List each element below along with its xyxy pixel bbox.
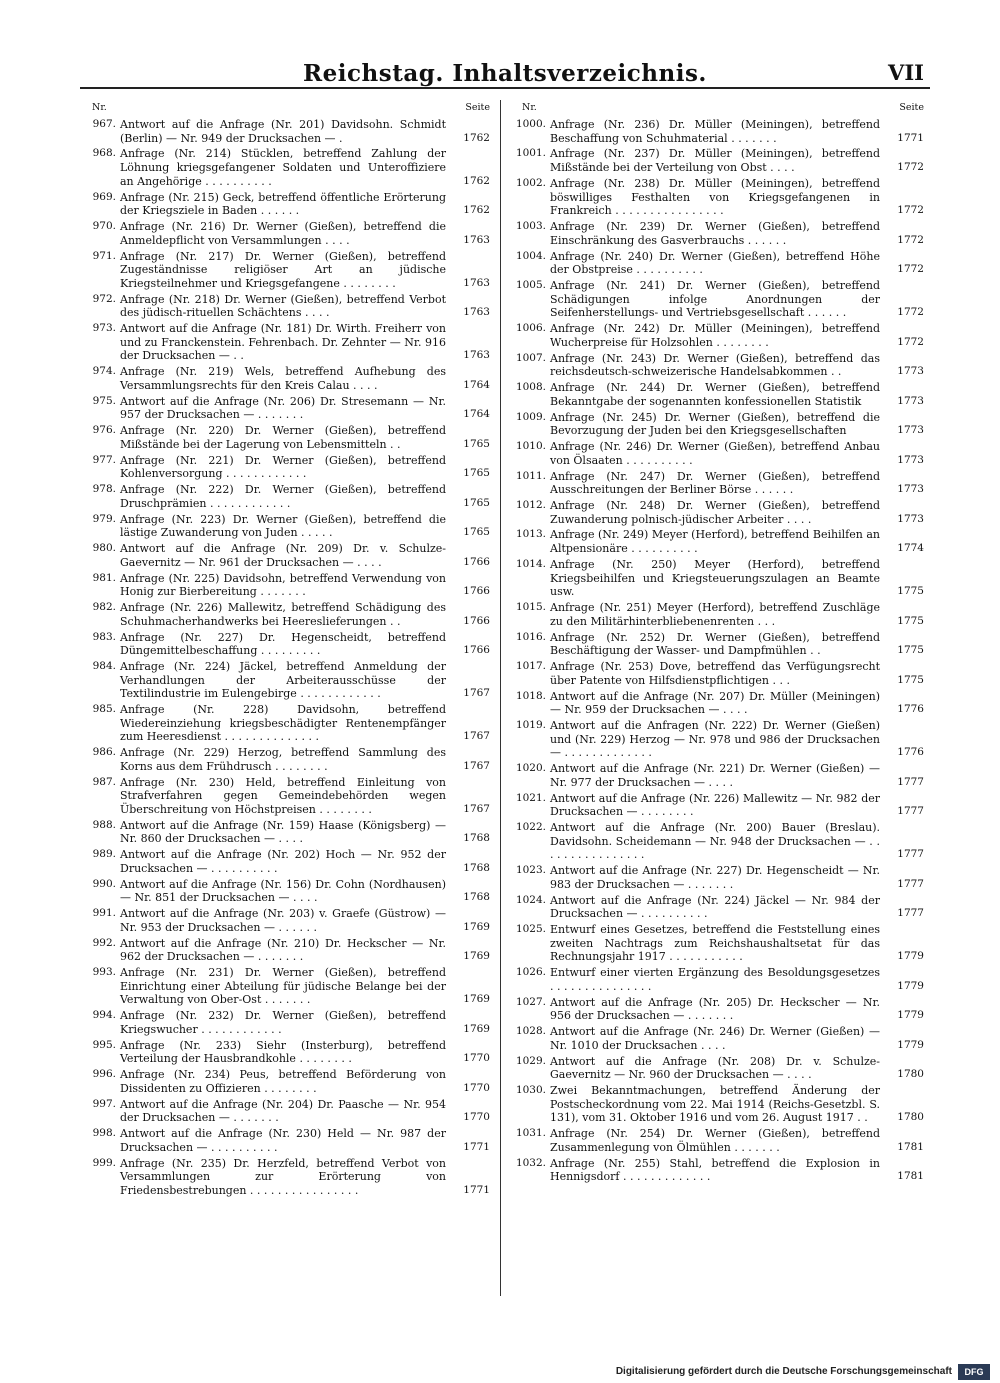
index-entry [512,352,924,379]
entry-page: 1766 [463,644,490,657]
page-title: Reichstag. Inhaltsverzeichnis. [303,60,707,87]
index-entry [512,1157,924,1184]
entry-text: Anfrage (Nr. 224) Jäckel, betreffend Anmeldung der Verhandlungen der Arbeiterausschüsse der Textilindustrie im Eulengebirge . . . . . . . . . . . . [120,660,446,701]
entry-number: 969. [92,190,116,203]
entry-page: 1766 [463,614,490,627]
entry-page: 1774 [897,542,924,555]
entry-page: 1773 [897,483,924,496]
index-entry [82,907,490,934]
entry-page: 1771 [463,1183,490,1196]
right-column [512,100,924,1186]
entry-page: 1772 [897,263,924,276]
entry-page: 1770 [463,1081,490,1094]
entry-page: 1773 [897,453,924,466]
entry-number: 1015. [515,601,546,614]
index-entry [512,118,924,145]
right-entries [512,118,924,1184]
index-entry [512,470,924,497]
index-entry [512,381,924,408]
index-entry [512,220,924,247]
index-entry [82,191,490,218]
entry-text: Anfrage (Nr. 234) Peus, betreffend Beförderung von Dissidenten zu Offizieren . . . . . . . . [120,1068,446,1095]
index-entry [82,424,490,451]
entry-number: 999. [92,1156,116,1169]
entry-number: 1024. [515,893,546,906]
entry-text: Anfrage (Nr. 232) Dr. Werner (Gießen), betreffend Kriegswucher . . . . . . . . . . . . [120,1009,446,1036]
entry-page: 1769 [463,920,490,933]
entry-text: Zwei Bekanntmachungen, betreffend Änderung der Postscheckordnung vom 22. Mai 1914 (Reichs-Gesetzbl. S. 131), vom 31. Oktober 1916 und vom 26. August 1917 . . [550,1084,880,1125]
index-entry [512,631,924,658]
entry-number: 1025. [515,923,546,936]
entry-page: 1763 [463,233,490,246]
entry-number: 1006. [515,322,546,335]
entry-text: Anfrage (Nr. 230) Held, betreffend Einleitung von Strafverfahren gegen Gemeindebehörden wegen Überschreitung von Höchstpreisen . . . . . . . . [120,775,446,816]
index-entry [82,819,490,846]
entry-text: Antwort auf die Anfrage (Nr. 221) Dr. Werner (Gießen) — Nr. 977 der Drucksachen — . . . . [550,762,880,789]
index-entry [512,558,924,599]
entry-page: 1775 [897,673,924,686]
entry-text: Entwurf einer vierten Ergänzung des Besoldungsgesetzes . . . . . . . . . . . . . . . [550,966,880,993]
index-entry [82,220,490,247]
left-column [82,100,490,1200]
entry-page: 1779 [897,979,924,992]
entry-page: 1768 [463,861,490,874]
entry-number: 988. [92,818,116,831]
entry-page: 1777 [897,805,924,818]
entry-number: 1021. [515,791,546,804]
entry-number: 1017. [515,660,546,673]
entry-page: 1779 [897,950,924,963]
entry-number: 1022. [515,821,546,834]
index-entry [82,1127,490,1154]
index-entry [512,279,924,320]
entry-page: 1762 [463,131,490,144]
index-entry [82,848,490,875]
entry-text: Anfrage (Nr. 247) Dr. Werner (Gießen), betreffend Ausschreitungen der Berliner Börse . . . . . . [550,469,880,497]
index-entry [82,1009,490,1036]
entry-text: Anfrage (Nr. 220) Dr. Werner (Gießen), betreffend Mißstände bei der Lagerung von Lebensmitteln . . [120,424,446,451]
entry-page: 1767 [463,759,490,772]
entry-number: 986. [92,746,116,759]
index-entry [512,864,924,891]
entry-text: Anfrage (Nr. 245) Dr. Werner (Gießen), betreffend die Bevorzugung der Juden bei den Kriegsgesellschaften [550,410,880,438]
entry-text: Anfrage (Nr. 243) Dr. Werner (Gießen), betreffend das reichsdeutsch-schweizerische Handelsabkommen . . [550,351,880,379]
index-entry [82,703,490,744]
entry-page: 1762 [463,204,490,217]
entry-number: 968. [92,147,116,160]
index-entry [512,1055,924,1082]
index-entry [82,365,490,392]
entry-number: 1023. [515,864,546,877]
entry-number: 1010. [515,440,546,453]
index-entry [82,483,490,510]
index-entry [512,147,924,174]
entry-text: Anfrage (Nr. 223) Dr. Werner (Gießen), betreffend die lästige Zuwanderung von Juden . . . . . [120,512,446,540]
entry-text: Anfrage (Nr. 231) Dr. Werner (Gießen), betreffend Einrichtung einer Abteilung für jüdische Belange bei der Verwaltung von Ober-Ost . . . . . . . [120,966,446,1007]
index-entry [512,1127,924,1154]
entry-text: Anfrage (Nr. 251) Meyer (Herford), betreffend Zuschläge zu den Militärhinterbliebenenrenten . . . [550,601,880,628]
entry-page: 1767 [463,687,490,700]
entry-page: 1772 [897,161,924,174]
seite-label: Seite [465,102,490,113]
entry-text: Antwort auf die Anfrage (Nr. 246) Dr. Werner (Gießen) — Nr. 1010 der Drucksachen . . . . [550,1025,880,1052]
entry-page: 1766 [463,555,490,568]
entry-text: Anfrage (Nr. 239) Dr. Werner (Gießen), betreffend Einschränkung des Gasverbrauchs . . . . . . [550,220,880,247]
entry-text: Antwort auf die Anfrage (Nr. 209) Dr. v. Schulze-Gaevernitz — Nr. 961 der Drucksachen — . . . . [120,542,446,569]
entry-text: Anfrage (Nr. 242) Dr. Müller (Meiningen), betreffend Wucherpreise für Holzsohlen . . . . . . . . [550,322,880,349]
index-entry [512,923,924,964]
index-entry [512,499,924,526]
entry-page: 1772 [897,306,924,319]
entry-number: 981. [92,571,116,584]
entry-number: 1031. [515,1127,546,1140]
entry-number: 973. [92,322,116,335]
entry-page: 1775 [897,585,924,598]
entry-text: Antwort auf die Anfrage (Nr. 230) Held — Nr. 987 der Drucksachen — . . . . . . . . . . [120,1127,446,1154]
entry-text: Anfrage (Nr. 252) Dr. Werner (Gießen), betreffend Beschäftigung der Wasser- und Dampfmühlen . . [550,630,880,658]
entry-number: 984. [92,660,116,673]
index-entry [82,542,490,569]
entry-number: 970. [92,220,116,233]
entry-text: Antwort auf die Anfrage (Nr. 224) Jäckel — Nr. 984 der Drucksachen — . . . . . . . . . . [550,893,880,921]
entry-text: Antwort auf die Anfrage (Nr. 181) Dr. Wirth. Freiherr von und zu Franckenstein. Fehrenbach. Dr. Zehnter — Nr. 916 der Drucksachen — . . [120,322,446,363]
entry-number: 975. [92,394,116,407]
entry-number: 1013. [515,528,546,541]
entry-number: 972. [92,292,116,305]
entry-page: 1765 [463,526,490,539]
entry-page: 1781 [897,1140,924,1153]
index-entry [82,572,490,599]
entry-number: 1018. [515,689,546,702]
page-header [80,56,930,90]
entry-text: Anfrage (Nr. 240) Dr. Werner (Gießen), betreffend Höhe der Obstpreise . . . . . . . . . . [550,249,880,277]
index-entry [512,440,924,467]
entry-number: 1028. [515,1025,546,1038]
entry-number: 1032. [515,1156,546,1169]
entry-number: 1005. [515,279,546,292]
entry-number: 974. [92,365,116,378]
nr-label: Nr. [92,102,107,113]
entry-number: 992. [92,936,116,949]
index-entry [82,293,490,320]
entry-page: 1777 [897,775,924,788]
entry-number: 1003. [515,220,546,233]
header-rule [80,87,930,89]
index-entry [512,601,924,628]
index-entry [512,411,924,438]
entry-number: 991. [92,907,116,920]
entry-page: 1776 [897,703,924,716]
index-entry [82,937,490,964]
entry-number: 985. [92,703,116,716]
index-entry [512,660,924,687]
index-entry [512,322,924,349]
index-entry [512,528,924,555]
index-entry [82,454,490,481]
entry-text: Anfrage (Nr. 248) Dr. Werner (Gießen), betreffend Zuwanderung polnisch-jüdischer Arbeiter . . . . [550,499,880,526]
index-entry [82,1068,490,1095]
entry-page: 1768 [463,891,490,904]
entry-number: 1027. [515,995,546,1008]
entry-page: 1781 [897,1170,924,1183]
entry-text: Anfrage (Nr. 237) Dr. Müller (Meiningen), betreffend Mißstände bei der Verteilung von Obst . . . . [550,147,880,175]
entry-page: 1769 [463,1022,490,1035]
entry-page: 1765 [463,467,490,480]
footer-credit: Digitalisierung gefördert durch die Deutsche Forschungsgemeinschaft [615,1366,952,1377]
entry-page: 1777 [897,877,924,890]
entry-text: Anfrage (Nr. 219) Wels, betreffend Aufhebung des Versammlungsrechts für den Kreis Calau . . . . [120,365,446,392]
index-entry [82,746,490,773]
index-entry [82,513,490,540]
entry-text: Anfrage (Nr. 233) Siehr (Insterburg), betreffend Verteilung der Hausbrandkohle . . . . . . . . [120,1038,446,1066]
entry-text: Antwort auf die Anfrage (Nr. 159) Haase (Königsberg) — Nr. 860 der Drucksachen — . . . . [120,818,446,846]
entry-text: Antwort auf die Anfrage (Nr. 201) Davidsohn. Schmidt (Berlin) — Nr. 949 der Drucksachen — . [120,118,446,145]
entry-number: 1001. [515,147,546,160]
index-entry [82,776,490,817]
entry-number: 993. [92,966,116,979]
entry-page: 1775 [897,614,924,627]
entry-number: 983. [92,630,116,643]
entry-text: Antwort auf die Anfrage (Nr. 156) Dr. Cohn (Nordhausen) — Nr. 851 der Drucksachen — . . . . [120,877,446,905]
entry-number: 978. [92,483,116,496]
entry-page: 1765 [463,437,490,450]
entry-number: 1019. [515,718,546,731]
dfg-logo: DFG [958,1364,990,1380]
index-entry [82,1098,490,1125]
entry-number: 1016. [515,630,546,643]
entry-page: 1780 [897,1068,924,1081]
entry-page: 1766 [463,585,490,598]
index-entry [512,996,924,1023]
footer [560,1364,990,1382]
entry-text: Anfrage (Nr. 227) Dr. Hegenscheidt, betreffend Düngemittelbeschaffung . . . . . . . . . [120,630,446,658]
entry-text: Antwort auf die Anfragen (Nr. 222) Dr. Werner (Gießen) und (Nr. 229) Herzog — Nr. 978 und 986 der Drucksachen — . . . . . . . . . . . . . [550,718,880,760]
entry-page: 1770 [463,1111,490,1124]
entry-page: 1773 [897,424,924,437]
entry-number: 1030. [515,1084,546,1097]
entry-number: 1014. [515,557,546,570]
entry-page: 1775 [897,644,924,657]
entry-page: 1779 [897,1009,924,1022]
entry-number: 1009. [515,410,546,423]
entry-page: 1773 [897,365,924,378]
index-entry [512,821,924,862]
entry-number: 967. [92,118,116,130]
entry-text: Antwort auf die Anfrage (Nr. 204) Dr. Paasche — Nr. 954 der Drucksachen — . . . . . . . [120,1097,446,1125]
index-entry [82,601,490,628]
left-entries [82,118,490,1197]
entry-text: Anfrage (Nr. 253) Dove, betreffend das Verfügungsrecht über Patente von Hilfsdienstpflichtigen . . . [550,660,880,687]
entry-number: 1008. [515,381,546,394]
index-entry [82,966,490,1007]
entry-text: Antwort auf die Anfrage (Nr. 206) Dr. Stresemann — Nr. 957 der Drucksachen — . . . . . . . [120,394,446,422]
entry-text: Anfrage (Nr. 238) Dr. Müller (Meiningen), betreffend böswilliges Festhalten von Kriegsgefangenen in Frankreich . . . . . . . . . . . . . . . . [550,176,880,218]
entry-text: Anfrage (Nr. 218) Dr. Werner (Gießen), betreffend Verbot des jüdisch-rituellen Schächtens . . . . [120,292,446,320]
entry-text: Entwurf eines Gesetzes, betreffend die Feststellung eines zweiten Nachtrags zum Reichshaushaltsetat für das Rechnungsjahr 1917 . . . . . . . . . . . [550,923,880,964]
entry-page: 1763 [463,306,490,319]
entry-text: Anfrage (Nr. 249) Meyer (Herford), betreffend Beihilfen an Altpensionäre . . . . . . . . . . [550,528,880,556]
entry-number: 997. [92,1097,116,1110]
entry-text: Anfrage (Nr. 250) Meyer (Herford), betreffend Kriegsbeihilfen und Kriegsteuerungszulagen an Beamte usw. [550,557,880,599]
entry-text: Anfrage (Nr. 236) Dr. Müller (Meiningen), betreffend Beschaffung von Schuhmaterial . . . . . . . [550,118,880,145]
entry-text: Anfrage (Nr. 241) Dr. Werner (Gießen), betreffend Schädigungen infolge Anordnungen der Seifenherstellungs- und Vertriebsgesellschaft . . . . . . [550,279,880,320]
entry-text: Antwort auf die Anfrage (Nr. 207) Dr. Müller (Meiningen) — Nr. 959 der Drucksachen — . . . . [550,689,880,717]
entry-text: Anfrage (Nr. 228) Davidsohn, betreffend Wiedereinziehung kriegsbeschädigter Rentenempfänger zum Heeresdienst . . . . . . . . . . . . . . [120,703,446,744]
entry-number: 979. [92,512,116,525]
entry-text: Antwort auf die Anfrage (Nr. 210) Dr. Heckscher — Nr. 962 der Drucksachen — . . . . . . . [120,936,446,964]
entry-page: 1767 [463,730,490,743]
entry-text: Anfrage (Nr. 214) Stücklen, betreffend Zahlung der Löhnung kriegsgefangener Soldaten und Unteroffiziere an Angehörige . . . . . . . . . . [120,147,446,188]
entry-number: 1011. [515,469,546,482]
entry-number: 1029. [515,1054,546,1067]
index-entry [82,147,490,188]
entry-text: Anfrage (Nr. 255) Stahl, betreffend die Explosion in Hennigsdorf . . . . . . . . . . . . . [550,1156,880,1184]
entry-number: 1026. [515,966,546,979]
index-entry [82,118,490,145]
index-entry [82,1039,490,1066]
entry-page: 1772 [897,204,924,217]
right-column-header [512,100,924,118]
index-entry [512,762,924,789]
entry-text: Anfrage (Nr. 221) Dr. Werner (Gießen), betreffend Kohlenversorgung . . . . . . . . . . . . [120,453,446,481]
entry-number: 994. [92,1009,116,1022]
entry-text: Anfrage (Nr. 225) Davidsohn, betreffend Verwendung von Honig zur Bierbereitung . . . . . . . [120,571,446,599]
entry-text: Anfrage (Nr. 216) Dr. Werner (Gießen), betreffend die Anmeldepflicht von Versammlungen . . . . [120,220,446,247]
entry-text: Anfrage (Nr. 222) Dr. Werner (Gießen), betreffend Druschprämien . . . . . . . . . . . . [120,483,446,510]
entry-text: Anfrage (Nr. 244) Dr. Werner (Gießen), betreffend Bekanntgabe der sogenannten konfessionellen Statistik [550,381,880,408]
entry-page: 1764 [463,408,490,421]
entry-page: 1780 [897,1111,924,1124]
entry-text: Anfrage (Nr. 229) Herzog, betreffend Sammlung des Korns aus dem Frühdrusch . . . . . . . . [120,746,446,773]
index-entry [512,719,924,760]
index-entry [512,894,924,921]
left-column-header [82,100,490,118]
entry-number: 977. [92,453,116,466]
entry-page: 1763 [463,276,490,289]
seite-label: Seite [899,102,924,113]
index-entry [82,878,490,905]
entry-page: 1763 [463,349,490,362]
entry-page: 1779 [897,1038,924,1051]
entry-page: 1777 [897,907,924,920]
entry-number: 1020. [515,762,546,775]
index-entry [82,322,490,363]
entry-text: Antwort auf die Anfrage (Nr. 205) Dr. Heckscher — Nr. 956 der Drucksachen — . . . . . . . [550,995,880,1023]
entry-number: 1007. [515,351,546,364]
entry-text: Antwort auf die Anfrage (Nr. 226) Mallewitz — Nr. 982 der Drucksachen — . . . . . . . . [550,791,880,819]
entry-number: 1012. [515,499,546,511]
entry-number: 989. [92,848,116,861]
nr-label: Nr. [522,102,537,113]
entry-text: Antwort auf die Anfrage (Nr. 203) v. Graefe (Güstrow) — Nr. 953 der Drucksachen — . . . . . . [120,907,446,934]
entry-number: 982. [92,601,116,614]
entry-page: 1771 [463,1140,490,1153]
index-entry [512,792,924,819]
index-entry [82,660,490,701]
entry-number: 1004. [515,249,546,262]
entry-page: 1773 [897,394,924,407]
index-entry [512,966,924,993]
index-entry [82,395,490,422]
entry-number: 987. [92,775,116,788]
entry-page: 1767 [463,802,490,815]
index-entry [82,631,490,658]
entry-page: 1773 [897,512,924,525]
entry-number: 998. [92,1127,116,1140]
index-entry [82,250,490,291]
index-entry [512,177,924,218]
entry-page: 1768 [463,832,490,845]
index-entry [512,250,924,277]
entry-page: 1771 [897,131,924,144]
entry-number: 996. [92,1068,116,1081]
entry-text: Anfrage (Nr. 235) Dr. Herzfeld, betreffend Verbot von Versammlungen zur Erörterung von Friedensbestrebungen . . . . . . . . . . . . . . . . [120,1156,446,1197]
entry-number: 1000. [515,118,546,130]
entry-page: 1770 [463,1052,490,1065]
entry-text: Anfrage (Nr. 215) Geck, betreffend öffentliche Erörterung der Kriegsziele in Baden . . . . . . [120,190,446,218]
entry-page: 1765 [463,496,490,509]
entry-page: 1772 [897,335,924,348]
index-entry [512,1084,924,1125]
column-divider [500,100,501,1296]
entry-page: 1772 [897,233,924,246]
page-number: VII [888,60,924,85]
entry-page: 1769 [463,950,490,963]
entry-page: 1776 [897,746,924,759]
entry-page: 1769 [463,993,490,1006]
entry-text: Anfrage (Nr. 254) Dr. Werner (Gießen), betreffend Zusammenlegung von Ölmühlen . . . . . . . [550,1127,880,1154]
entry-number: 980. [92,542,116,555]
entry-text: Antwort auf die Anfrage (Nr. 202) Hoch — Nr. 952 der Drucksachen — . . . . . . . . . . [120,848,446,875]
entry-text: Antwort auf die Anfrage (Nr. 227) Dr. Hegenscheidt — Nr. 983 der Drucksachen — . . . . . . . [550,864,880,891]
entry-page: 1764 [463,378,490,391]
entry-text: Antwort auf die Anfrage (Nr. 200) Bauer (Breslau). Davidsohn. Scheidemann — Nr. 948 der Drucksachen — . . . . . . . . . . . . . . . . [550,821,880,862]
entry-number: 971. [92,249,116,262]
index-entry [82,1157,490,1198]
entry-page: 1762 [463,174,490,187]
entry-number: 1002. [515,176,546,189]
entry-page: 1777 [897,848,924,861]
entry-text: Anfrage (Nr. 246) Dr. Werner (Gießen), betreffend Anbau von Ölsaaten . . . . . . . . . . [550,440,880,467]
index-entry [512,1025,924,1052]
entry-number: 995. [92,1038,116,1051]
entry-text: Anfrage (Nr. 217) Dr. Werner (Gießen), betreffend Zugeständnisse religiöser Art an jüdische Kriegsteilnehmer und Kriegsgefangene . . . . . . . . [120,249,446,290]
entry-number: 990. [92,877,116,890]
entry-number: 976. [92,424,116,437]
entry-text: Anfrage (Nr. 226) Mallewitz, betreffend Schädigung des Schuhmacherhandwerks bei Heereslieferungen . . [120,601,446,628]
index-entry [512,690,924,717]
entry-text: Antwort auf die Anfrage (Nr. 208) Dr. v. Schulze-Gaevernitz — Nr. 960 der Drucksachen — . . . . [550,1054,880,1082]
